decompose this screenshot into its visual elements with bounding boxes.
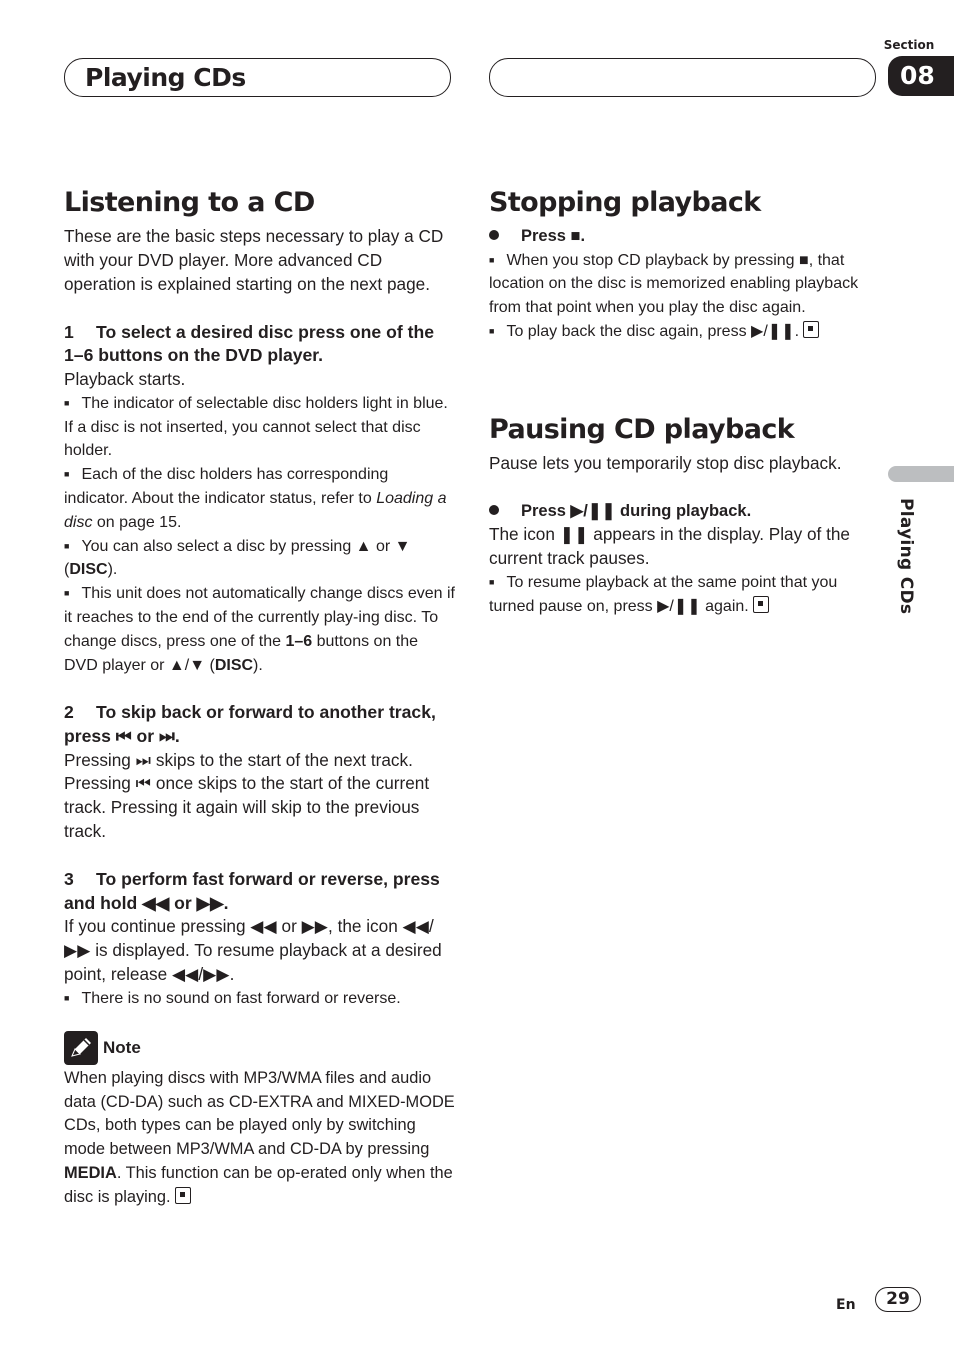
step1-bullet3: ■ You can also select a disc by pressing ▲ or ▼ (DISC). (64, 537, 411, 579)
bullet-square-icon: ■ (64, 540, 70, 551)
left-column (64, 186, 456, 1210)
end-mark-icon (803, 321, 819, 338)
chapter-title: Playing CDs (85, 63, 246, 92)
pausing-heading: Pausing CD playback (489, 413, 795, 445)
step3-text: If you continue pressing ◀◀ or ▶▶, the icon ◀◀/▶▶ is displayed. To resume playback at a desired point, release ◀◀/▶▶. (64, 916, 442, 985)
pause-text: The icon ❚❚ appears in the display. Play of the current track pauses. (489, 524, 850, 569)
step1-bullet2: ■ Each of the disc holders has corresponding indicator. About the indicator status, refer to Loading a disc on page 15. (64, 466, 447, 531)
step1-result: Playback starts. (64, 368, 186, 389)
bullet-square-icon: ■ (64, 397, 70, 408)
stop-action: Press ■. (489, 225, 881, 249)
section-tab (888, 56, 954, 96)
header-empty-pill (489, 58, 876, 97)
stopping-heading: Stopping playback (489, 187, 761, 218)
note-text: When playing discs with MP3/WMA files and audio data (CD-DA) such as CD-EXTRA and MIXED-MODE CDs, both types can be played only by switching mode between MP3/WMA and CD-DA by pressing MEDIA. This function can be op-erated only when the disc is playing. (64, 1068, 455, 1206)
bullet-dot-icon (489, 230, 499, 240)
note-pencil-icon (64, 1031, 98, 1065)
side-tab-bar (888, 466, 954, 482)
bullet-square-icon: ■ (64, 469, 70, 480)
end-mark-icon (175, 1187, 191, 1204)
step1-bullet4: ■ This unit does not automatically change discs even if it reaches to the end of the currently play-ing disc. To change discs, press one of the 1–6 buttons on the DVD player or ▲/▼ (DISC). (64, 585, 455, 674)
step2-title: 2 To skip back or forward to another track, press ⏮ or ⏭. (64, 702, 436, 746)
section-label: Section (883, 38, 935, 52)
bullet-square-icon: ■ (64, 588, 70, 599)
page-language: En (836, 1297, 856, 1313)
step2-text: Pressing ⏭ skips to the start of the next track. Pressing ⏮ once skips to the start of the current track. Pressing it again will skip to the previous track. (64, 749, 430, 842)
bullet-square-icon: ■ (489, 325, 495, 336)
stop-bullet2: ■ To play back the disc again, press ▶/❚❚. (489, 320, 881, 344)
stop-bullet1: ■ When you stop CD playback by pressing ■, that location on the disc is memorized enabling playback from that point when you play the disc again. (489, 251, 859, 317)
note-header (64, 1031, 456, 1065)
step1-bullet1: ■ The indicator of selectable disc holders light in blue. If a disc is not inserted, you cannot select that disc holder. (64, 394, 448, 460)
step3-bullet1: ■ There is no sound on fast forward or reverse. (64, 990, 401, 1008)
section-number: 08 (900, 61, 935, 90)
side-tab-label: Playing CDs (896, 498, 916, 615)
bullet-dot-icon (489, 505, 499, 515)
pause-bullet1: ■ To resume playback at the same point that you turned pause on, press ▶/❚❚ again. (489, 574, 838, 615)
note-label: Note (103, 1037, 141, 1057)
header-chapter-pill (64, 58, 451, 97)
right-column (489, 186, 881, 619)
bullet-square-icon: ■ (64, 993, 70, 1004)
bullet-square-icon: ■ (489, 254, 495, 265)
pause-action: Press ▶/❚❚ during playback. (489, 500, 881, 524)
listening-heading: Listening to a CD (64, 187, 315, 218)
step3-title: 3 To perform fast forward or reverse, press and hold ◀◀ or ▶▶. (64, 869, 440, 913)
step1-title: 1 To select a desired disc press one of the 1–6 buttons on the DVD player. (64, 321, 434, 366)
listening-intro: These are the basic steps necessary to play a CD with your DVD player. More advanced CD operation is explained starting on the next page. (64, 226, 444, 294)
page-number: 29 (875, 1287, 921, 1312)
bullet-square-icon: ■ (489, 577, 495, 588)
end-mark-icon (753, 596, 769, 613)
pause-intro: Pause lets you temporarily stop disc playback. (489, 452, 842, 473)
